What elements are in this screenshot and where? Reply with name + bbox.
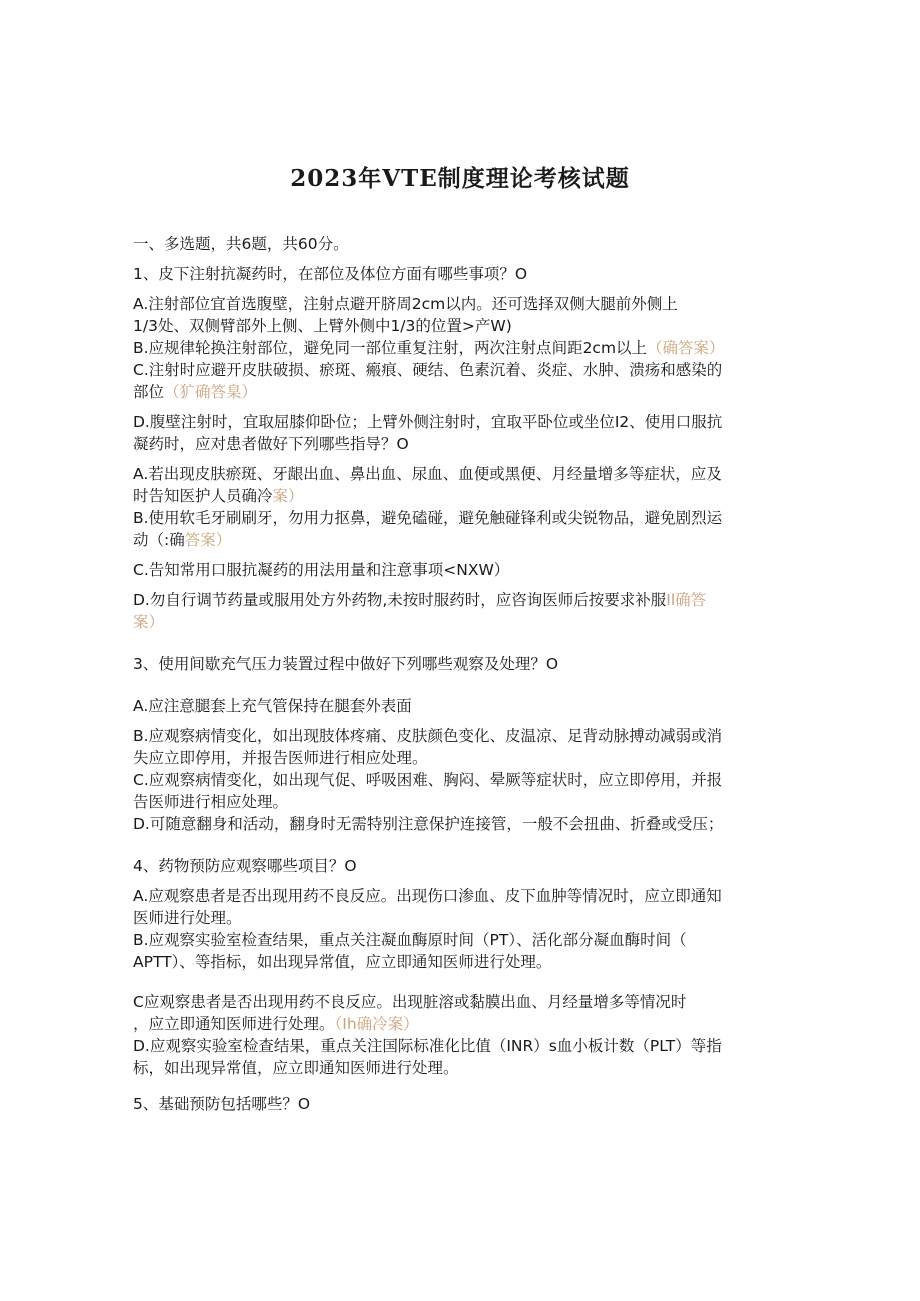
q2-option-a-line2 xyxy=(133,485,304,507)
q2-option-b-answer-mark: 答案） xyxy=(184,531,232,549)
q3-option-b-line2: 失应立即停用，并报告医师进行相应处理。 xyxy=(133,749,428,767)
section-heading: 一、多选题，共6题，共60分。 xyxy=(133,235,349,253)
q1-option-d-line1: D.腹壁注射时，宜取屈膝仰卧位；上臂外侧注射时，宜取平卧位或坐位I2、使用口服抗 xyxy=(133,413,723,431)
q1-option-b-answer-mark: （确答案） xyxy=(647,339,725,357)
q4-option-c-line1: C应观察患者是否出现用药不良反应。出现脏溶或黏膜出血、月经量增多等情况时 xyxy=(133,993,687,1011)
q2-option-b-line2 xyxy=(133,529,231,551)
q3-option-c-line1: C.应观察病情变化，如出现气促、呼吸困难、胸闷、晕厥等症状时，应立即停用，并报 xyxy=(133,771,723,789)
q2-option-d-line1 xyxy=(133,589,706,611)
q4-option-d-line1: D.应观察实验室检查结果，重点关注国际标准化比值（INR）s血小板计数（PLT）等指 xyxy=(133,1037,722,1055)
q4-option-c-text: ，应立即通知医师进行处理。 xyxy=(133,1015,335,1033)
q3-option-a: A.应注意腿套上充气管保持在腿套外表面 xyxy=(133,697,412,715)
q1-option-c-text: 部位 xyxy=(133,383,165,401)
q1-option-a-line2: 1/3处、双侧臂部外上侧、上臂外侧中1/3的位置>产W) xyxy=(133,317,512,335)
q2-option-a-answer-mark: 案） xyxy=(272,487,304,505)
q2-option-b-line1: B.使用软毛牙刷刷牙，勿用力抠鼻，避免磕碰，避免触碰锋利或尖锐物品，避免剧烈运 xyxy=(133,509,723,527)
q4-option-c-line2 xyxy=(133,1013,419,1035)
q1-option-b xyxy=(133,337,725,359)
q2-option-a-line1: A.若出现皮肤瘀斑、牙龈出血、鼻出血、尿血、血便或黑便、月经量增多等症状，应及 xyxy=(133,465,722,483)
question-1-stem: 1、皮下注射抗凝药时，在部位及体位方面有哪些事项？O xyxy=(133,265,528,283)
q1-option-c-line2 xyxy=(133,381,257,403)
q2-option-d-text: D.勿自行调节药量或服用处方外药物,未按时服药时，应咨询医师后按要求补服 xyxy=(133,591,667,609)
q4-option-c-answer-mark: （Ih确冷案） xyxy=(334,1015,419,1033)
q3-option-b-line1: B.应观察病情变化，如出现肢体疼痛、皮肤颜色变化、皮温凉、足背动脉搏动减弱或消 xyxy=(133,727,723,745)
q4-option-b-line1: B.应观察实验室检查结果，重点关注凝血酶原时间（PT）、活化部分凝血酶时间（ xyxy=(133,931,687,949)
question-4-stem: 4、药物预防应观察哪些项目？O xyxy=(133,857,357,875)
q1-option-c-answer-mark: （犷确答臬） xyxy=(164,383,258,401)
q2-option-d-answer-mark-cont: 案） xyxy=(133,613,165,631)
page-title: 2023年VTE制度理论考核试题 xyxy=(290,165,630,192)
q4-option-d-line2: 标，如出现异常值，应立即通知医师进行处理。 xyxy=(133,1059,459,1077)
q4-option-a-line2: 医师进行处理。 xyxy=(133,909,242,927)
question-5-stem: 5、基础预防包括哪些？O xyxy=(133,1095,311,1113)
q4-option-a-line1: A.应观察患者是否出现用药不良反应。出现伤口渗血、皮下血肿等情况时，应立即通知 xyxy=(133,887,722,905)
q1-option-b-text: B.应规律轮换注射部位，避免同一部位重复注射，两次注射点间距2cm以上 xyxy=(133,339,648,357)
q2-option-d-answer-mark: Il确答 xyxy=(666,591,707,609)
q2-option-c: C.告知常用口服抗凝药的用法用量和注意事项<NXW） xyxy=(133,561,510,579)
q1-option-a-line1: A.注射部位宜首选腹壁，注射点避开脐周2cm以内。还可选择双侧大腿前外侧上 xyxy=(133,295,678,313)
q3-option-c-line2: 告医师进行相应处理。 xyxy=(133,793,289,811)
q4-option-b-line2: APTT）、等指标，如出现异常值，应立即通知医师进行处理。 xyxy=(133,953,552,971)
q3-option-d: D.可随意翻身和活动，翻身时无需特别注意保护连接管，一般不会扭曲、折叠或受压； xyxy=(133,815,724,833)
q2-option-a-text: 时告知医护人员确冷 xyxy=(133,487,273,505)
question-3-stem: 3、使用间歇充气压力装置过程中做好下列哪些观察及处理？O xyxy=(133,655,559,673)
q1-option-c-line1: C.注射时应避开皮肤破损、瘀斑、瘢痕、硬结、色素沉着、炎症、水肿、溃疡和感染的 xyxy=(133,361,723,379)
q2-option-b-text: 动（:确 xyxy=(133,531,185,549)
q1-option-d-line2: 凝药时，应对患者做好下列哪些指导？O xyxy=(133,435,409,453)
